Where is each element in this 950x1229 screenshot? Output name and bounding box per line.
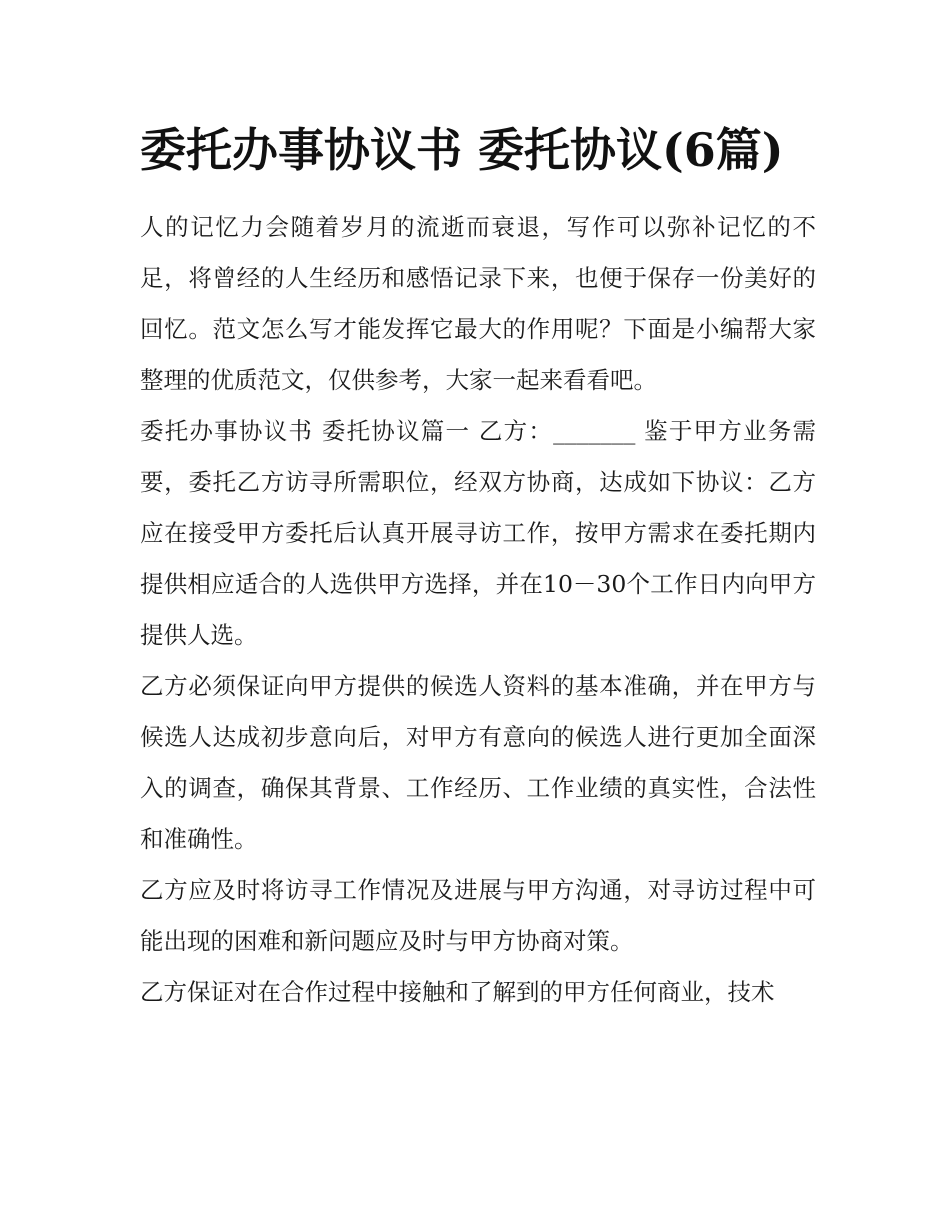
paragraph-agreement-opening: 委托办事协议书 委托协议篇一 乙方：_______ 鉴于甲方业务需要，委托乙方访寻所需职位，经双方协商，达成如下协议：乙方应在接受甲方委托后认真开展寻访工作，按甲方需求在委托期内提供相应适合的人选供甲方选择，并在10－30个工作日内向甲方提供人选。 [140,417,816,649]
paragraph-confidentiality: 乙方保证对在合作过程中接触和了解到的甲方任何商业，技术 [140,978,775,1006]
document-body [140,112,816,1018]
paragraph-communication: 乙方应及时将访寻工作情况及进展与甲方沟通，对寻访过程中可能出现的困难和新问题应及时与甲方协商对策。 [140,876,816,955]
paragraph-candidate-accuracy: 乙方必须保证向甲方提供的候选人资料的基本准确，并在甲方与候选人达成初步意向后，对甲方有意向的候选人进行更加全面深入的调查，确保其背景、工作经历、工作业绩的真实性，合法性和准确性。 [140,672,816,853]
document-title: 委托办事协议书 委托协议(6篇) [140,123,784,177]
paragraph-intro: 人的记忆力会随着岁月的流逝而衰退，写作可以弥补记忆的不足，将曾经的人生经历和感悟记录下来，也便于保存一份美好的回忆。范文怎么写才能发挥它最大的作用呢？下面是小编帮大家整理的优质范文，仅供参考，大家一起来看看吧。 [140,213,816,394]
